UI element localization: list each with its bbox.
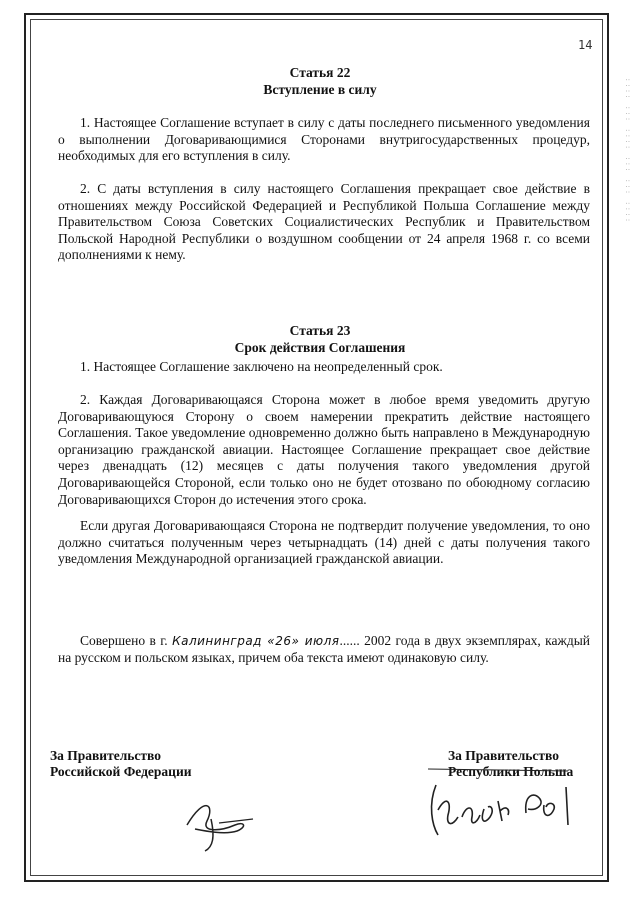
signature-russia-handwritten: [175, 785, 265, 855]
done-at-prefix: Совершено в г.: [80, 633, 168, 648]
done-at-paragraph: [58, 633, 590, 666]
article-22-paragraph-2: 2. С даты вступления в силу настоящего Соглашения прекращает свое действие в отношениях между Российской Федерацией и Республикой Польша Соглашение между Правительством Союза Советских Социалистических Республик и Правительством Польской Народной Республики о воздушном сообщении от 24 апреля 1968 г. со всеми дополнениями к нему.: [58, 181, 590, 263]
article-23-title: Статья 23: [289, 323, 351, 338]
signature-poland-line-2: Республики Польша: [448, 764, 574, 779]
signature-block-russia: [50, 748, 192, 780]
signature-poland-handwritten: [418, 765, 588, 845]
signature-russia-line-2: Российской Федерации: [50, 764, 192, 779]
signature-russia-line-1: За Правительство: [50, 748, 161, 763]
article-22-subtitle: Вступление в силу: [263, 82, 377, 97]
article-23-paragraph-2: 2. Каждая Договаривающаяся Сторона может в любое время уведомить другую Договаривающуюся Сторону о своем намерении прекратить действие настоящего Соглашения. Такое уведомление одновременно должно быть направлено в Международную организацию гражданской авиации. Настоящее Соглашение прекращает свое действие через двенадцать (12) месяцев с даты получения такого уведомления другой Договаривающейся Стороной, если только оно не будет отозвано по обоюдному согласию Договаривающихся Сторон до истечения этого срока.: [58, 392, 590, 507]
article-22-paragraph-1: 1. Настоящее Соглашение вступает в силу с даты последнего письменного уведомления о выполнении Договаривающимися Сторонами внутригосударственных процедур, необходимых для его вступления в силу.: [58, 115, 590, 164]
article-23-subtitle: Срок действия Соглашения: [234, 340, 406, 355]
signature-poland-line-1: За Правительство: [448, 748, 559, 763]
handwritten-place-date: Калининград «26» июля: [172, 634, 340, 648]
article-23-paragraph-1: 1. Настоящее Соглашение заключено на неопределенный срок.: [80, 359, 443, 374]
article-22-title: Статья 22: [289, 65, 351, 80]
done-at-suffix: ...... 2002 года в двух экземплярах, каждый на русском и польском языках, причем оба текста имеют одинаковую силу.: [58, 633, 591, 665]
page-number: 14: [578, 38, 593, 52]
article-23-paragraph-3: Если другая Договаривающаяся Сторона не подтвердит получение уведомления, то оно должно считаться полученным через четырнадцать (14) дней с даты получения такого уведомления Международной организацией гражданской авиации.: [58, 518, 590, 567]
scan-edge-mark: :::: ::: :::: ::: ::: ::::: [624, 78, 631, 224]
